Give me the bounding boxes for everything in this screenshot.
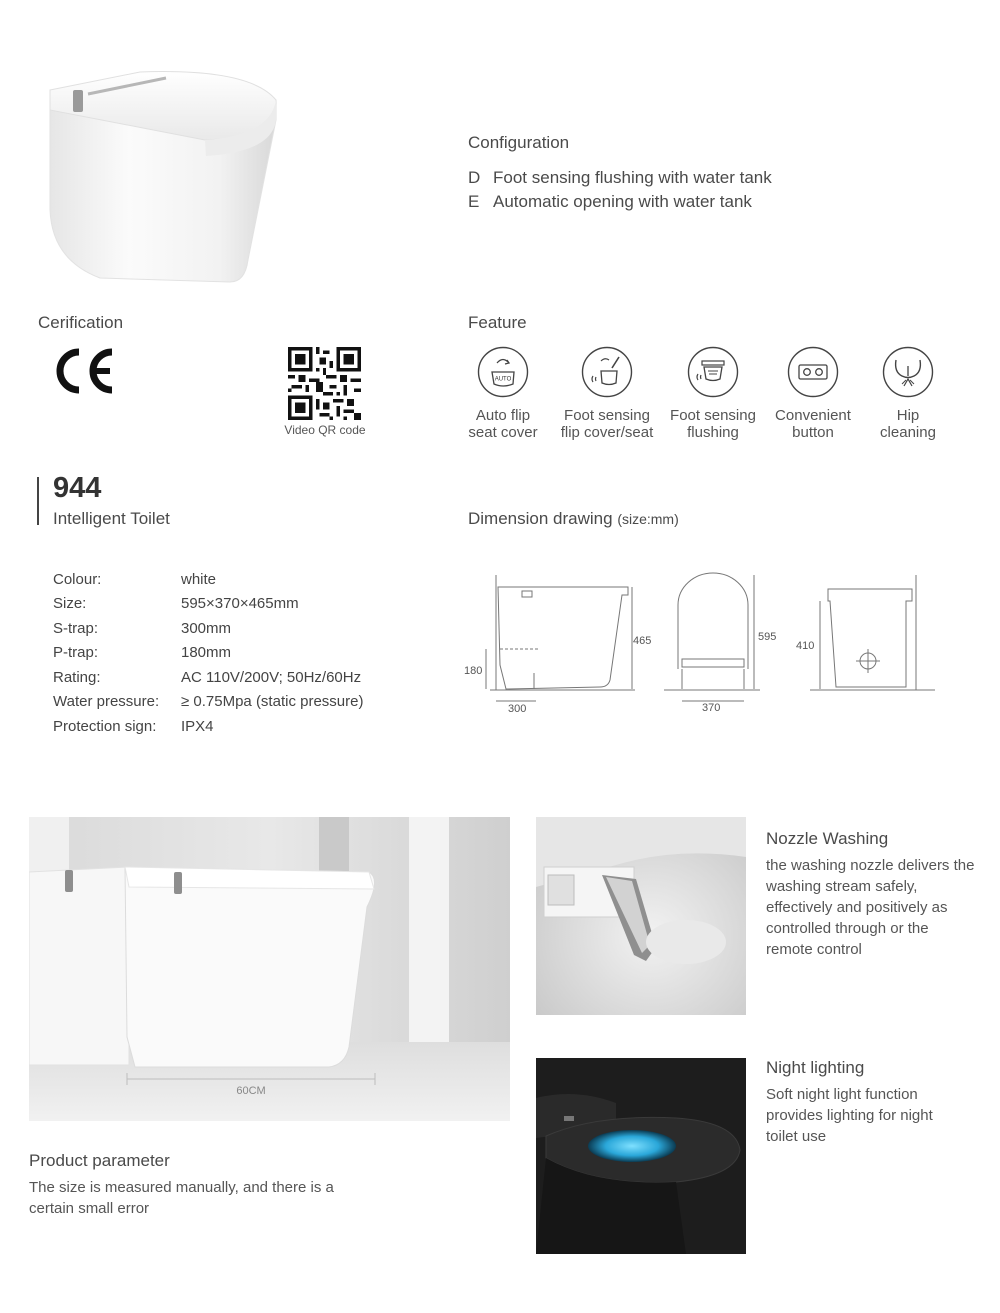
nozzle-washing-text: the washing nozzle delivers the washing stream safely, effectively and positively as controlled through or the remote control (766, 857, 975, 958)
config-code: E (468, 192, 480, 211)
qr-code-icon[interactable] (288, 347, 361, 420)
feature-title: Feature (468, 313, 527, 332)
spec-key: Rating: (53, 669, 101, 686)
dim-label-p-trap: 180 (464, 665, 483, 677)
auto-flip-icon (477, 346, 529, 398)
feature-convenient-button (758, 346, 868, 441)
spec-value: 300mm (181, 620, 232, 637)
dim-label-height: 465 (633, 635, 652, 647)
model-name: Intelligent Toilet (53, 509, 170, 528)
dim-label-width: 370 (702, 702, 721, 714)
spec-row-p-trap (53, 644, 231, 661)
rear-view-drawing (810, 575, 935, 690)
spec-row-rating (53, 669, 361, 686)
ce-mark-icon (52, 348, 116, 394)
spec-key: S-trap: (53, 620, 99, 637)
feature-label: Foot sensing flushing (670, 407, 756, 441)
spec-value: AC 110V/200V; 50Hz/60Hz (181, 669, 362, 686)
spec-row-protection-sign (53, 718, 214, 735)
certification-title: Cerification (38, 313, 124, 332)
model-number: 944 (53, 472, 102, 504)
dim-label-s-trap: 300 (508, 703, 527, 715)
model-accent-bar (37, 477, 39, 525)
spec-value: 595×370×465mm (181, 595, 299, 612)
spec-row-colour (53, 571, 216, 588)
feature-label: Auto flip seat cover (468, 407, 538, 441)
side-view-drawing (486, 575, 635, 701)
foot-sensing-flush-icon (687, 346, 739, 398)
feature-foot-sensing-flip (552, 346, 662, 441)
product-room-photo (29, 817, 510, 1121)
dimension-title (468, 509, 679, 529)
dimension-unit: (size:mm) (617, 511, 679, 527)
config-option-d (468, 168, 772, 188)
feature-label: Foot sensing flip cover/seat (560, 407, 654, 441)
dimension-title-text: Dimension drawing (468, 509, 613, 528)
button-panel-icon (787, 346, 839, 398)
feature-hip-cleaning (853, 346, 963, 441)
product-parameter-title: Product parameter (29, 1151, 170, 1170)
feature-auto-flip (448, 346, 558, 441)
config-code: D (468, 168, 481, 187)
qr-code-label: Video QR code (284, 423, 366, 437)
spec-value: ≥ 0.75Mpa (static pressure) (181, 693, 364, 710)
feature-label: Hip cleaning (880, 407, 936, 441)
spec-key: Size: (53, 595, 87, 612)
dimension-drawing (460, 565, 950, 725)
dim-label-outlet-height: 410 (796, 640, 815, 652)
front-view-drawing (664, 573, 760, 701)
config-text: Automatic opening with water tank (493, 192, 752, 211)
product-hero-image (40, 60, 290, 290)
spec-key: P-trap: (53, 644, 99, 661)
hip-cleaning-icon (882, 346, 934, 398)
spec-key: Protection sign: (53, 718, 157, 735)
spec-row-s-trap (53, 620, 231, 637)
foot-sensing-flip-icon (581, 346, 633, 398)
configuration-title: Configuration (468, 133, 570, 152)
spec-row-size (53, 595, 299, 612)
product-parameter-text: The size is measured manually, and there is a certain small error (29, 1179, 334, 1217)
room-photo-measure: 60CM (236, 1085, 266, 1097)
control-panel-strip (73, 90, 83, 112)
config-text: Foot sensing flushing with water tank (493, 168, 772, 187)
spec-value: 180mm (181, 644, 232, 661)
spec-key: Colour: (53, 571, 102, 588)
nozzle-washing-photo (536, 817, 746, 1015)
spec-value: white (181, 571, 217, 588)
night-lighting-title: Night lighting (766, 1058, 865, 1077)
spec-key: Water pressure: (53, 693, 160, 710)
dim-label-length: 595 (758, 631, 777, 643)
auto-icon-text: AUTO (494, 376, 512, 383)
spec-row-water-pressure (53, 693, 363, 710)
config-option-e (468, 192, 752, 212)
night-lighting-text: Soft night light function provides lighting for night toilet use (766, 1086, 933, 1145)
spec-value: IPX4 (181, 718, 214, 735)
feature-label: Convenient button (775, 407, 851, 441)
nozzle-washing-title: Nozzle Washing (766, 829, 889, 848)
night-lighting-photo (536, 1058, 746, 1254)
feature-foot-sensing-flushing (658, 346, 768, 441)
